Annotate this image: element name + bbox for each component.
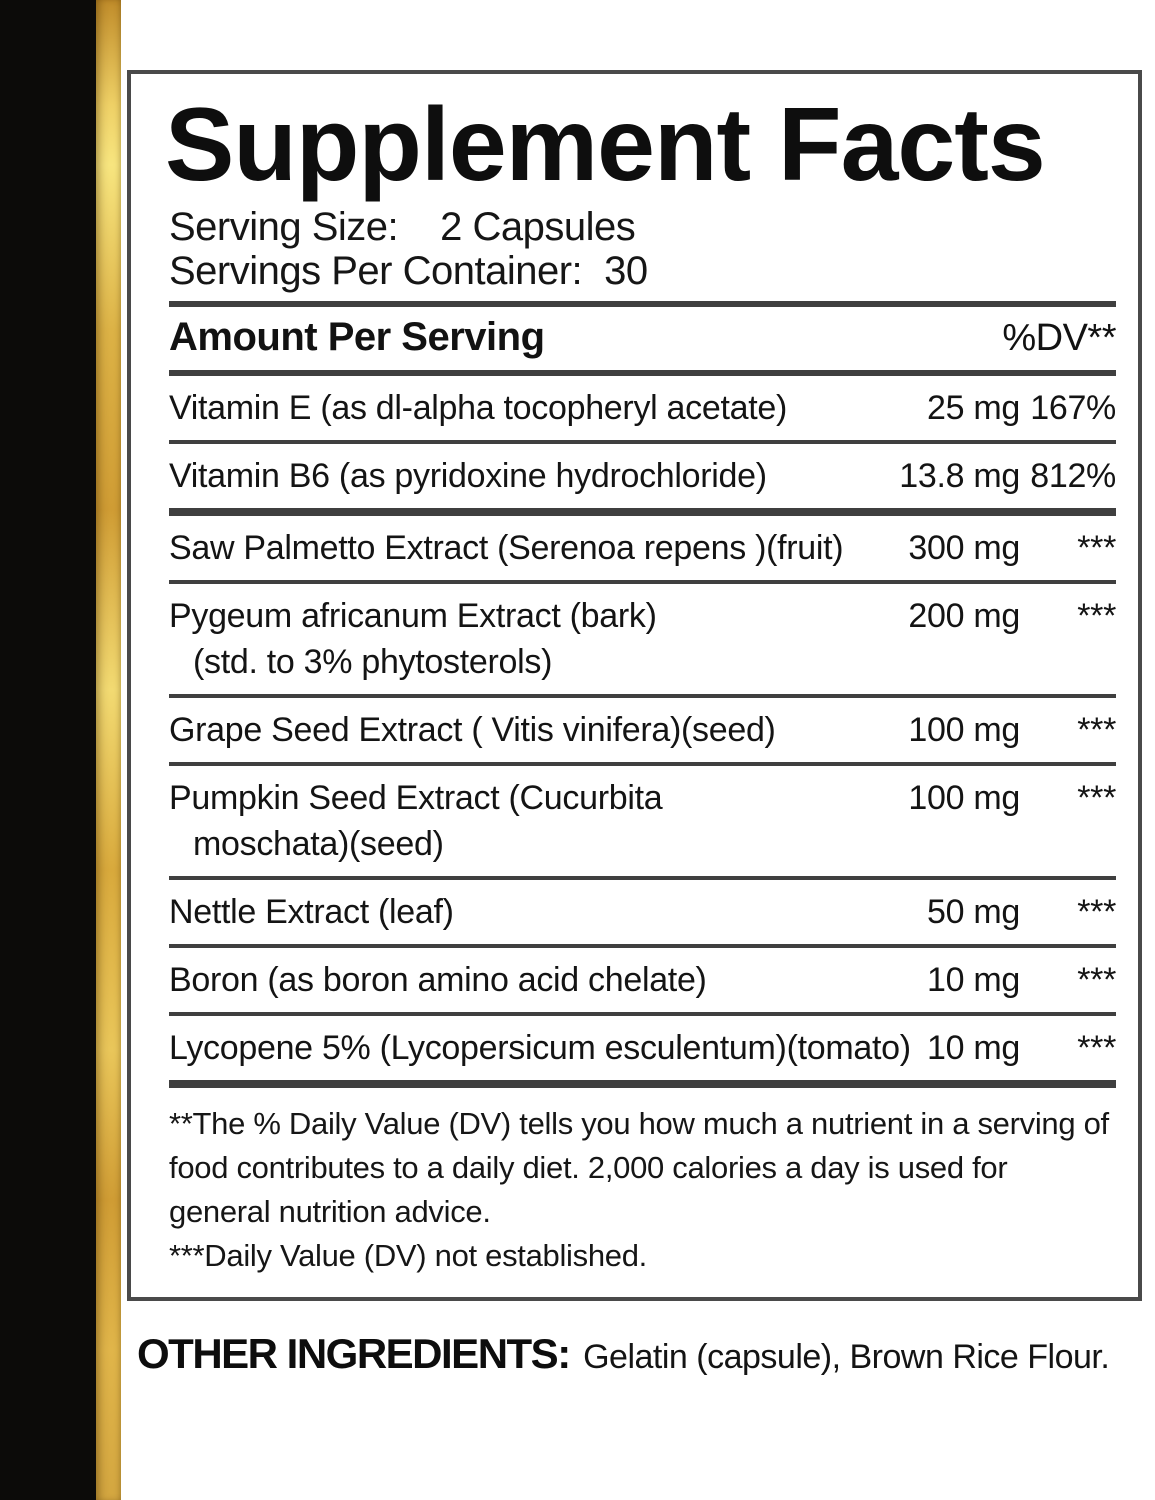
ingredient-table bbox=[169, 376, 1116, 1088]
ingredient-dv: *** bbox=[1077, 960, 1116, 999]
supplement-facts-panel bbox=[127, 70, 1142, 1301]
ingredient-amount: 100 mg bbox=[908, 778, 1020, 817]
serving-size-label: Serving Size: bbox=[169, 204, 399, 249]
footnotes bbox=[169, 1102, 1116, 1278]
table-row bbox=[169, 880, 1116, 944]
servings-per-container-line bbox=[169, 249, 1116, 293]
divider bbox=[169, 1080, 1116, 1088]
ingredient-name bbox=[169, 777, 900, 865]
footnote-daily-value: **The % Daily Value (DV) tells you how much a nutrient in a serving of food contributes to a daily diet. 2,000 calories a day is used for general nutrition advice. bbox=[169, 1105, 1109, 1229]
ingredient-dv: *** bbox=[1077, 710, 1116, 749]
table-row bbox=[169, 698, 1116, 762]
ingredient-name bbox=[169, 959, 919, 1001]
ingredient-amount: 10 mg bbox=[927, 1028, 1020, 1067]
ingredient-name bbox=[169, 455, 891, 497]
ingredient-dv: *** bbox=[1077, 596, 1116, 635]
table-row bbox=[169, 376, 1116, 440]
ingredient-name-line2: (std. to 3% phytosterols) bbox=[193, 642, 553, 681]
ingredient-name bbox=[169, 1027, 919, 1069]
other-ingredients-label: OTHER INGREDIENTS: bbox=[137, 1330, 570, 1377]
ingredient-name bbox=[169, 527, 900, 569]
panel-title: Supplement Facts bbox=[165, 87, 1045, 203]
ingredient-amount: 50 mg bbox=[927, 892, 1020, 931]
ingredient-amount: 25 mg bbox=[927, 388, 1020, 427]
ingredient-name-line1: Vitamin E (as dl-alpha tocopheryl acetate) bbox=[169, 388, 787, 427]
ingredient-amount: 13.8 mg bbox=[899, 456, 1020, 495]
table-row bbox=[169, 516, 1116, 580]
serving-size-line bbox=[169, 205, 1116, 249]
ingredient-dv: *** bbox=[1077, 1028, 1116, 1067]
ingredient-dv: 812% bbox=[1030, 456, 1116, 495]
table-header-row bbox=[169, 307, 1116, 370]
ingredient-dv: *** bbox=[1077, 892, 1116, 931]
table-row bbox=[169, 444, 1116, 508]
ingredient-name-line1: Nettle Extract (leaf) bbox=[169, 892, 454, 931]
ingredient-name bbox=[169, 891, 919, 933]
other-ingredients-value bbox=[574, 1338, 1109, 1376]
ingredient-name bbox=[169, 595, 900, 683]
table-row bbox=[169, 1016, 1116, 1080]
divider bbox=[169, 508, 1116, 516]
ingredient-dv: *** bbox=[1077, 778, 1116, 817]
serving-size-value: 2 Capsules bbox=[440, 204, 636, 249]
other-ingredients-line bbox=[137, 1330, 1152, 1378]
ingredient-dv: 167% bbox=[1030, 388, 1116, 427]
ingredient-name-line1: Grape Seed Extract ( Vitis vinifera)(seed) bbox=[169, 710, 776, 749]
percent-dv-header: %DV** bbox=[1002, 316, 1116, 359]
ingredient-amount: 100 mg bbox=[908, 710, 1020, 749]
ingredient-name-line1: Pygeum africanum Extract (bark) bbox=[169, 596, 657, 635]
ingredient-name-line2: moschata)(seed) bbox=[193, 824, 444, 863]
ingredient-dv: *** bbox=[1077, 528, 1116, 567]
ingredient-name bbox=[169, 709, 900, 751]
ingredient-amount: 10 mg bbox=[927, 960, 1020, 999]
table-row bbox=[169, 766, 1116, 876]
ingredient-name-line1: Vitamin B6 (as pyridoxine hydrochloride) bbox=[169, 456, 767, 495]
ingredient-name-line1: Boron (as boron amino acid chelate) bbox=[169, 960, 707, 999]
footnote-dv-not-established: ***Daily Value (DV) not established. bbox=[169, 1237, 647, 1273]
left-black-bar bbox=[0, 0, 96, 1500]
amount-per-serving-header: Amount Per Serving bbox=[169, 314, 545, 359]
ingredient-name-line1: Saw Palmetto Extract (Serenoa repens )(fruit) bbox=[169, 528, 844, 567]
ingredient-name-line1: Pumpkin Seed Extract (Cucurbita bbox=[169, 778, 663, 817]
servings-per-container-value: 30 bbox=[604, 248, 648, 293]
ingredient-amount: 300 mg bbox=[908, 528, 1020, 567]
ingredient-name-line1: Lycopene 5% (Lycopersicum esculentum)(tomato) bbox=[169, 1028, 911, 1067]
servings-per-container-label: Servings Per Container: bbox=[169, 248, 583, 293]
other-ingredients-text: Gelatin (capsule), Brown Rice Flour. bbox=[583, 1338, 1110, 1376]
ingredient-amount: 200 mg bbox=[908, 596, 1020, 635]
gold-accent-stripe bbox=[96, 0, 121, 1500]
ingredient-name bbox=[169, 387, 919, 429]
serving-info bbox=[169, 205, 1116, 293]
table-row bbox=[169, 948, 1116, 1012]
table-row bbox=[169, 584, 1116, 694]
